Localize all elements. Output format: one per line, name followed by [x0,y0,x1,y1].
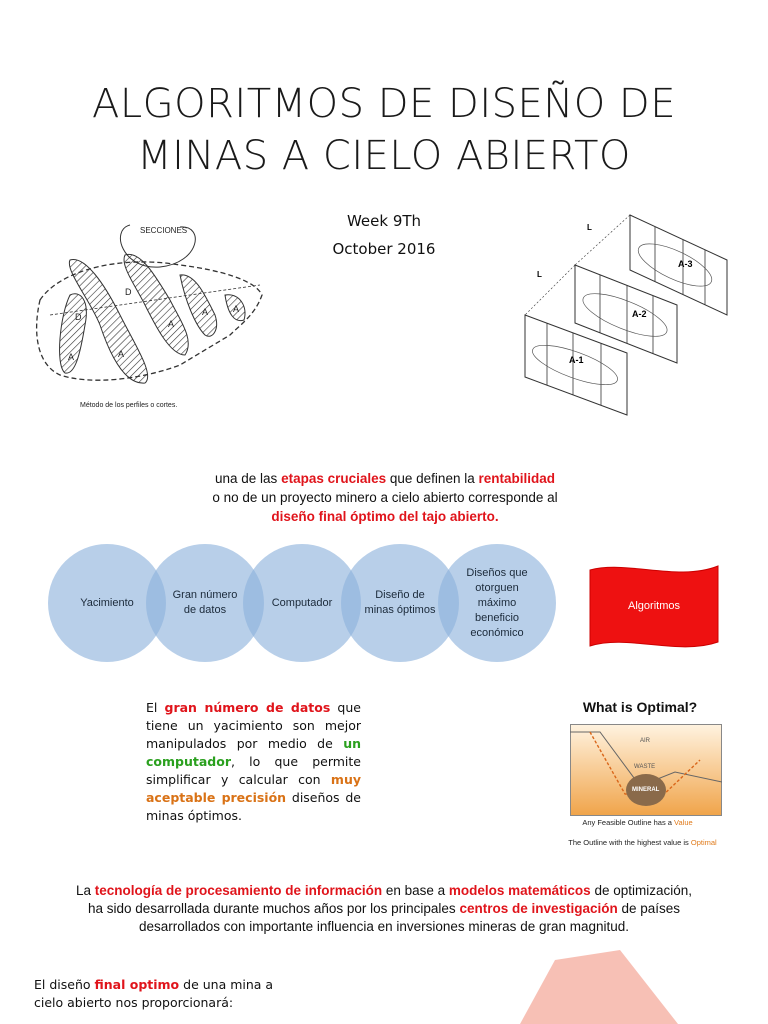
flow-circle-computador: Computador [243,544,361,662]
highlight-modelos: modelos matemáticos [448,883,591,898]
highlight-final-optimo: final optimo [94,977,180,992]
algoritmos-banner [588,560,720,652]
a-label-5: A [233,304,240,314]
waste-label: WASTE [634,764,656,770]
title-line-2: MINAS A CIELO ABIERTO [137,133,631,179]
highlight-tecnologia: tecnología de procesamiento de información [94,883,383,898]
intro-highlight-profitability: rentabilidad [478,471,555,486]
mineral-label: MINERAL [632,787,660,793]
optimal-pit-diagram [570,724,722,816]
optimal-caption-1: Any Feasible Outline has a Value [582,818,693,827]
optimal-caption-2: The Outline with the highest value is Optimal [568,838,717,847]
panel-label-a1: A-1 [569,355,584,365]
highlight-precision: muy aceptable precisión [146,772,361,805]
figure-caption: Método de los perfiles o cortes. [80,402,178,409]
optimal-title: What is Optimal? [582,699,698,715]
intro-text-2: que definen la [386,471,479,486]
technology-paragraph: La tecnología de procesamiento de información en base a modelos matemáticos de optimización, ha sido desarrollada durante muchos años por los principales centros de investigación de países desarrollados con importante influencia en inversiones mineras de gran magnitud. [75,883,692,934]
date-label: October 2016 [332,240,436,258]
sections-method-figure [30,215,280,415]
flow-circle-diseno: Diseño de minas óptimos [341,544,459,662]
flow-circle-beneficio: Diseños que otorguen máximo beneficio económico [438,544,556,662]
a-label-3: A [168,319,175,329]
length-label-1: L [587,223,592,232]
week-label: Week 9Th [346,212,422,230]
length-label-2: L [537,270,542,279]
panel-label-a2: A-2 [632,309,647,319]
a-label-1: A [68,352,75,362]
air-label: AIR [640,738,651,744]
a-label-4: A [202,307,209,317]
highlight-computador: un computador [146,736,361,769]
data-paragraph: El gran número de datos que tiene un yacimiento son mejor manipulados por medio de un computador, lo que permite simplificar y calcular con muy aceptable precisión diseños de minas óptimos. [146,700,361,823]
highlight-datos: gran número de datos [164,700,331,715]
title-line-1: ALGORITMOS DE DISEÑO DE [92,81,676,127]
a-label-2: A [118,349,125,359]
final-paragraph: El diseño final optimo de una mina a cielo abierto nos proporcionará: [34,977,274,1010]
flow-circle-yacimiento: Yacimiento [48,544,166,662]
flow-circle-datos: Gran número de datos [146,544,264,662]
banner-label: Algoritmos [628,600,680,612]
intro-highlight-design: diseño final óptimo del tajo abierto. [271,509,499,524]
intro-highlight-stages: etapas cruciales [281,471,387,486]
highlight-centros: centros de investigación [459,901,618,916]
d-label-2: D [75,312,82,322]
intro-text-3: o no de un proyecto minero a cielo abierto corresponde al [212,490,558,505]
panels-figure [515,205,740,425]
intro-paragraph [140,469,630,526]
d-label-1: D [125,287,132,297]
decorative-arrow-shape [500,950,680,1024]
secciones-label: SECCIONES [140,226,188,235]
intro-text-1: una de las [215,471,282,486]
page-title [0,78,768,182]
panel-label-a3: A-3 [678,259,693,269]
